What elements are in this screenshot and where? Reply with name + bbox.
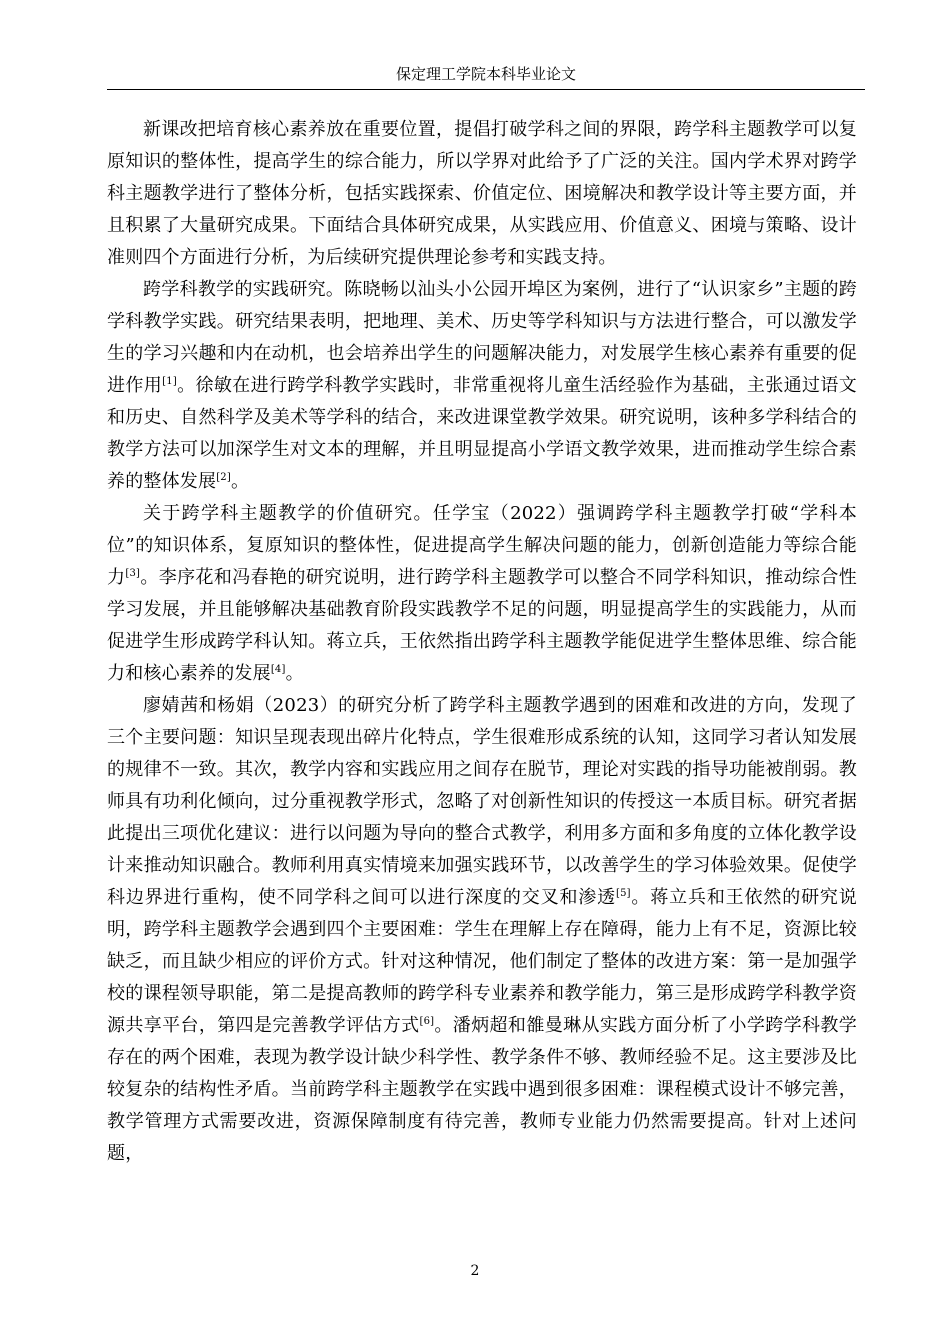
text-run: 。李序花和冯春艳的研究说明，进行跨学科主题教学可以整合不同学科知识，推动综合性学习发展，并且能够解决基础教育阶段实践教学不足的问题，明显提高学生的实践能力，从而促进学生形成跨学科认知。蒋立兵，王依然指出跨学科主题教学能促进学生整体思维、综合能力和核心素养的发展 bbox=[107, 567, 858, 684]
citation-marker: [2] bbox=[216, 472, 231, 483]
paragraph bbox=[107, 274, 857, 498]
citation-marker: [3] bbox=[125, 568, 141, 579]
citation-marker: [1] bbox=[162, 376, 177, 387]
text-run: 。徐敏在进行跨学科教学实践时，非常重视将儿童生活经验作为基础，主张通过语文和历史、自然科学及美术等学科的结合，来改进课堂教学效果。研究说明，该种多学科结合的教学方法可以加深学生对文本的理解，并且明显提高小学语文教学效果，进而推动学生综合素养的整体发展 bbox=[107, 375, 857, 492]
text-run: 。 bbox=[230, 471, 250, 492]
text-run: 廖婧茜和杨娟（2023）的研究分析了跨学科主题教学遇到的困难和改进的方向，发现了三个主要问题：知识呈现表现出碎片化特点，学生很难形成系统的认知，这同学习者认知发展的规律不一致。其次，教学内容和实践应用之间存在脱节，理论对实践的指导功能被削弱。教师具有功利化倾向，过分重视教学形式，忽略了对创新性知识的传授这一本质目标。研究者据此提出三项优化建议：进行以问题为导向的整合式教学，利用多方面和多角度的立体化教学设计来推动知识融合。教师利用真实情境来加强实践环节，以改善学生的学习体验效果。促使学科边界进行重构，使不同学科之间可以进行深度的交叉和渗透 bbox=[107, 695, 857, 908]
paragraph bbox=[107, 498, 857, 690]
text-run: 。 bbox=[285, 663, 304, 684]
citation-marker: [5] bbox=[616, 888, 631, 899]
paragraph bbox=[107, 114, 857, 274]
citation-marker: [6] bbox=[419, 1016, 435, 1027]
text-run: 。潘炳超和雒曼琳从实践方面分析了小学跨学科教学存在的两个困难，表现为教学设计缺少科学性、教学条件不够、教师经验不足。这主要涉及比较复杂的结构性矛盾。当前跨学科主题教学在实践中遇到很多困难：课程模式设计不够完善，教学管理方式需要改进，资源保障制度有待完善，教师专业能力仍然需要提高。针对上述问题， bbox=[107, 1015, 857, 1164]
running-header: 保定理工学院本科毕业论文 bbox=[395, 65, 576, 83]
citation-marker: [4] bbox=[270, 664, 286, 675]
text-run: 新课改把培育核心素养放在重要位置，提倡打破学科之间的界限，跨学科主题教学可以复原知识的整体性，提高学生的综合能力，所以学界对此给予了广泛的关注。国内学术界对跨学科主题教学进行了整体分析，包括实践探索、价值定位、困境解决和教学设计等主要方面，并且积累了大量研究成果。下面结合具体研究成果，从实践应用、价值意义、困境与策略、设计准则四个方面进行分析，为后续研究提供理论参考和实践支持。 bbox=[107, 119, 857, 268]
header-rule bbox=[107, 89, 865, 90]
text-run: 关于跨学科主题教学的价值研究。任学宝（2022）强调跨学科主题教学打破“学科本位”的知识体系，复原知识的整体性，促进提高学生解决问题的能力，创新创造能力等综合能力 bbox=[107, 503, 857, 588]
paragraph bbox=[107, 690, 857, 1170]
page-number: 2 bbox=[470, 1263, 480, 1279]
body-text bbox=[107, 114, 857, 1170]
text-run: 跨学科教学的实践研究。陈晓畅以汕头小公园开埠区为案例，进行了“认识家乡”主题的跨学科教学实践。研究结果表明，把地理、美术、历史等学科知识与方法进行整合，可以激发学生的学习兴趣和内在动机，也会培养出学生的问题解决能力，对发展学生核心素养有重要的促进作用 bbox=[107, 279, 857, 396]
text-run: 。蒋立兵和王依然的研究说明，跨学科主题教学会遇到四个主要困难：学生在理解上存在障碍，能力上有不足，资源比较缺乏，而且缺少相应的评价方式。针对这种情况，他们制定了整体的改进方案：第一是加强学校的课程领导职能，第二是提高教师的跨学科专业素养和教学能力，第三是形成跨学科教学资源共享平台，第四是完善教学评估方式 bbox=[107, 887, 857, 1036]
